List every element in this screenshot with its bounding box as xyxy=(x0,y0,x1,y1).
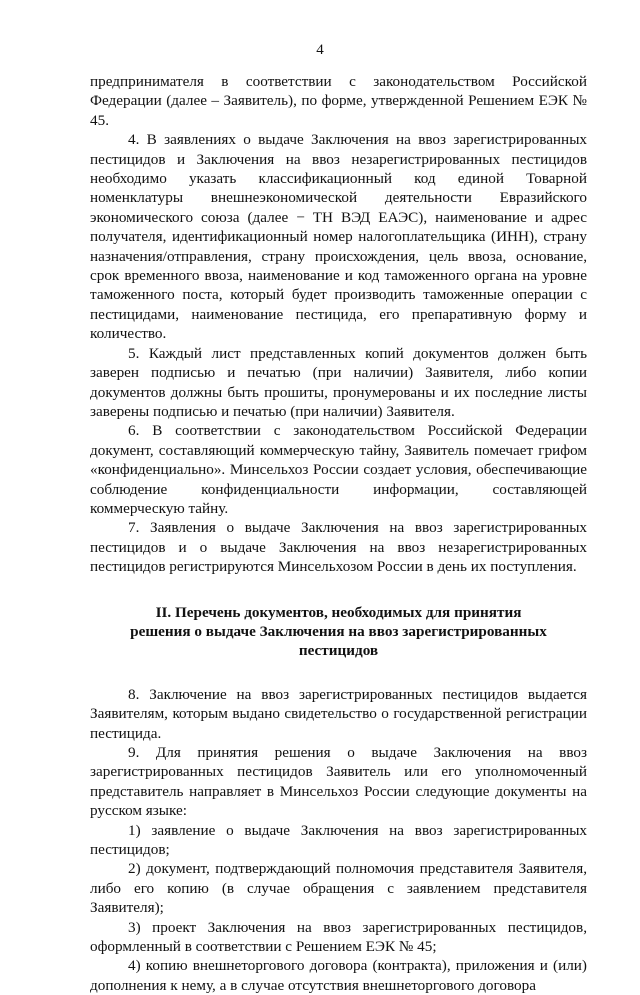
section-heading-line-2: решения о выдаче Заключения на ввоз зарегистрированных пестицидов xyxy=(130,622,547,660)
paragraph-9: 9. Для принятия решения о выдаче Заключения на ввоз зарегистрированных пестицидов Заявитель или его уполномоченный представитель направляет в Минсельхоз России следующие документы на русском языке: xyxy=(90,744,587,820)
paragraph-5: 5. Каждый лист представленных копий документов должен быть заверен подписью и печатью (при наличии) Заявителя, либо копии документов должны быть прошиты, пронумерованы и их последние листы заверены подписью и печатью (при наличии) Заявителя. xyxy=(90,344,587,420)
paragraph-4: 4. В заявлениях о выдаче Заключения на ввоз зарегистрированных пестицидов и Заключения на ввоз незарегистрированных пестицидов необходимо указать классификационный код единой Товарной номенклатуры внешнеэкономической деятельности Евразийского экономического союза (далее − ТН ВЭД ЕАЭС), наименование и адрес получателя, идентификационный номер налогоплательщика (ИНН), страну назначения/отправления, страну происхождения, цель ввоза, основание, срок временного ввоза, наименование и код таможенного органа на уровне таможенного поста, который будет производить таможенные операции с пестицидами, наименование пестицида, его препаративную форму и количество. xyxy=(90,131,587,343)
paragraph-continuation: предпринимателя в соответствии с законодательством Российской Федерации (далее – Заявитель), по форме, утвержденной Решением ЕЭК № 45. xyxy=(90,73,587,129)
section-heading-line-1: II. Перечень документов, необходимых для принятия xyxy=(155,603,522,621)
page-number: 4 xyxy=(316,42,324,58)
list-item-3: 3) проект Заключения на ввоз зарегистрированных пестицидов, оформленный в соответствии с Решением ЕЭК № 45; xyxy=(90,918,587,956)
paragraph-7: 7. Заявления о выдаче Заключения на ввоз зарегистрированных пестицидов и о выдаче Заключения на ввоз незарегистрированных пестицидов регистрируются Минсельхозом России в день их поступления. xyxy=(90,519,587,576)
paragraph-8: 8. Заключение на ввоз зарегистрированных пестицидов выдается Заявителям, которым выдано свидетельство о государственной регистрации пестицида. xyxy=(90,685,587,742)
paragraph-6: 6. В соответствии с законодательством Российской Федерации документ, составляющий коммерческую тайну, Заявитель помечает грифом «конфиденциально». Минсельхоз России создает условия, обеспечивающие соблюдение конфиденциальности информации, составляющей коммерческую тайну. xyxy=(90,422,587,517)
section-heading xyxy=(90,603,587,661)
list-item-1: 1) заявление о выдаче Заключения на ввоз зарегистрированных пестицидов; xyxy=(90,821,587,859)
document-body xyxy=(90,72,587,995)
list-item-2: 2) документ, подтверждающий полномочия представителя Заявителя, либо его копию (в случае обращения с заявлением представителя Заявителя); xyxy=(90,860,587,917)
list-item-4: 4) копию внешнеторгового договора (контракта), приложения и (или) дополнения к нему, а в случае отсутствия внешнеторгового договора xyxy=(90,957,587,994)
